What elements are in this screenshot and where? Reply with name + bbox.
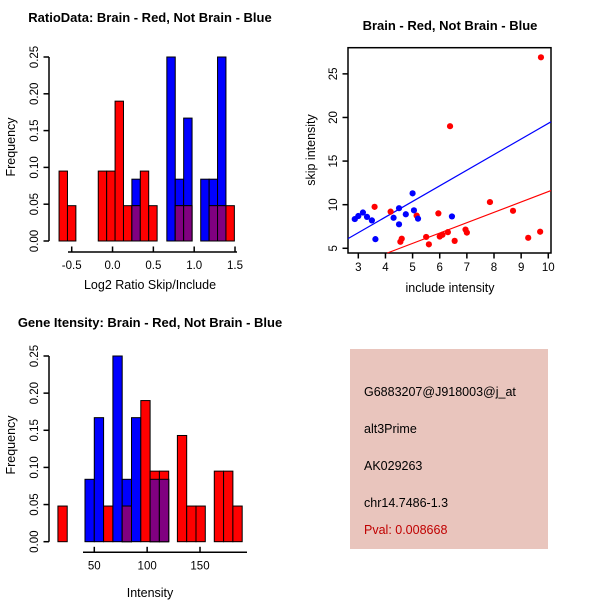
bar-not-brain — [113, 356, 122, 542]
svg-text:0.0: 0.0 — [104, 260, 121, 272]
red-fit-line — [387, 191, 551, 253]
svg-text:0.10: 0.10 — [29, 156, 41, 179]
scatter-point — [447, 123, 453, 129]
svg-text:8: 8 — [490, 262, 498, 274]
svg-text:15: 15 — [328, 154, 340, 168]
panel-gene-info — [300, 300, 600, 600]
histogram-bars — [58, 356, 242, 542]
svg-text:10: 10 — [328, 198, 340, 212]
svg-text:10: 10 — [541, 262, 555, 274]
bar-brain — [107, 171, 115, 241]
accession-text: AK029263 — [364, 459, 423, 473]
x-axis — [68, 247, 237, 253]
svg-text:0.5: 0.5 — [145, 260, 162, 272]
bar-brain — [187, 506, 196, 542]
gene-intensity-histogram-chart — [0, 300, 300, 600]
blue-fit-line — [348, 122, 551, 239]
intensity-scatter-chart — [300, 0, 600, 300]
bar-brain — [177, 435, 186, 541]
gene-intensity-histogram-ylabel: Frequency — [4, 415, 18, 475]
svg-text:0.25: 0.25 — [29, 344, 41, 368]
svg-text:0.15: 0.15 — [29, 419, 41, 442]
bar-brain — [104, 506, 113, 542]
bar-not-brain — [85, 479, 94, 541]
scatter-point — [415, 216, 421, 222]
svg-text:7: 7 — [463, 262, 471, 274]
scatter-point — [537, 229, 543, 235]
svg-text:20: 20 — [328, 111, 340, 124]
scatter-point — [388, 209, 394, 215]
scatter-point — [371, 204, 377, 210]
scatter-point — [403, 211, 409, 217]
svg-text:0.20: 0.20 — [29, 381, 41, 405]
bar-brain — [226, 206, 234, 241]
svg-text:150: 150 — [190, 560, 210, 573]
scatter-point — [409, 190, 415, 196]
y-axis-tick-labels — [29, 46, 41, 252]
scatter-point — [411, 207, 417, 213]
bar-brain — [140, 171, 148, 241]
y-axis — [44, 356, 50, 542]
scatter-point — [426, 241, 432, 247]
bar-brain — [67, 206, 75, 241]
svg-text:0.05: 0.05 — [29, 193, 41, 216]
scatter-point — [510, 208, 516, 214]
scatter-point — [435, 210, 441, 216]
scatter-point — [464, 229, 470, 235]
svg-text:25: 25 — [328, 67, 340, 81]
scatter-point — [372, 236, 378, 242]
panel-ratio-histogram — [0, 0, 300, 300]
svg-text:-0.5: -0.5 — [61, 260, 82, 272]
svg-text:1.5: 1.5 — [227, 260, 244, 272]
bar-brain — [98, 171, 106, 241]
splice-type-text: alt3Prime — [364, 422, 417, 436]
x-axis-tick-labels — [62, 260, 243, 272]
svg-text:1.0: 1.0 — [186, 260, 203, 272]
scatter-point — [525, 235, 531, 241]
x-axis — [83, 547, 247, 553]
bar-brain — [59, 171, 67, 241]
svg-text:0.00: 0.00 — [29, 530, 41, 553]
pval-text: Pval: 0.008668 — [364, 523, 448, 537]
bar-overlap — [132, 206, 140, 241]
svg-text:4: 4 — [382, 262, 389, 274]
intensity-scatter-title: Brain - Red, Not Brain - Blue — [362, 18, 538, 33]
gene-intensity-histogram-title: Gene Itensity: Brain - Red, Not Brain - Blue — [17, 315, 283, 330]
x-axis-tick-labels — [355, 262, 555, 274]
bar-overlap — [184, 206, 192, 241]
svg-text:6: 6 — [436, 262, 443, 274]
svg-text:0.05: 0.05 — [29, 493, 41, 516]
scatter-point — [445, 229, 451, 235]
probe-id-text: G6883207@J918003@j_at — [364, 385, 516, 399]
bar-not-brain — [167, 57, 175, 241]
scatter-point — [396, 221, 402, 227]
intensity-scatter-ylabel: skip intensity — [304, 114, 318, 186]
y-axis-tick-labels — [29, 345, 41, 553]
svg-text:0.10: 0.10 — [29, 456, 41, 479]
svg-text:0.20: 0.20 — [29, 82, 41, 105]
bar-brain — [214, 471, 223, 542]
ratio-histogram-ylabel: Frequency — [4, 117, 18, 177]
scatter-point — [396, 205, 402, 211]
bar-overlap — [218, 206, 226, 241]
plot-box — [348, 48, 551, 253]
svg-text:5: 5 — [328, 245, 340, 252]
panel-intensity-scatter — [300, 0, 600, 300]
bar-brain — [149, 206, 157, 241]
bar-not-brain — [201, 179, 209, 241]
ratio-histogram-title: RatioData: Brain - Red, Not Brain - Blue — [28, 10, 272, 25]
scatter-point — [423, 234, 429, 240]
svg-text:0.00: 0.00 — [29, 229, 41, 253]
scatter-point — [538, 54, 544, 60]
scatter-point — [449, 213, 455, 219]
y-axis — [44, 57, 50, 241]
intensity-scatter-xlabel: include intensity — [405, 281, 495, 295]
bar-brain — [196, 506, 205, 542]
bar-brain — [58, 506, 67, 542]
bar-brain — [141, 401, 150, 542]
scatter-point — [452, 238, 458, 244]
histogram-bars — [59, 57, 234, 241]
scatter-point — [399, 236, 405, 242]
ratio-histogram-xlabel: Log2 Ratio Skip/Include — [83, 278, 217, 292]
x-axis-ticks — [358, 253, 548, 259]
scatter-point — [439, 232, 445, 238]
svg-text:50: 50 — [87, 560, 101, 573]
svg-text:0.25: 0.25 — [29, 45, 41, 69]
svg-text:0.15: 0.15 — [29, 119, 41, 142]
gene-intensity-histogram-xlabel: Intensity — [126, 586, 174, 600]
bar-overlap — [209, 206, 217, 241]
gene-info-box — [350, 349, 548, 549]
y-axis-ticks — [343, 74, 349, 248]
bar-overlap — [122, 506, 131, 542]
x-axis-tick-labels — [88, 560, 210, 572]
scatter-point — [487, 199, 493, 205]
panel-gene-intensity-histogram — [0, 300, 300, 600]
bar-not-brain — [94, 418, 103, 542]
bar-not-brain — [132, 418, 141, 542]
y-axis-tick-labels — [328, 67, 340, 251]
bar-overlap — [150, 479, 159, 541]
svg-text:100: 100 — [137, 560, 157, 573]
bar-overlap — [175, 206, 183, 241]
scatter-point — [369, 217, 375, 223]
bar-overlap — [159, 479, 168, 541]
ratio-histogram-chart — [0, 0, 300, 300]
bar-brain — [233, 506, 242, 542]
svg-text:9: 9 — [517, 262, 525, 274]
scatter-points-brain-red — [371, 54, 544, 247]
bar-brain — [123, 206, 131, 241]
svg-text:3: 3 — [355, 262, 362, 274]
bar-brain — [115, 101, 123, 241]
chromosome-text: chr14.7486-1.3 — [364, 496, 449, 510]
bar-brain — [224, 471, 233, 542]
svg-text:5: 5 — [409, 262, 416, 274]
scatter-point — [390, 215, 396, 221]
